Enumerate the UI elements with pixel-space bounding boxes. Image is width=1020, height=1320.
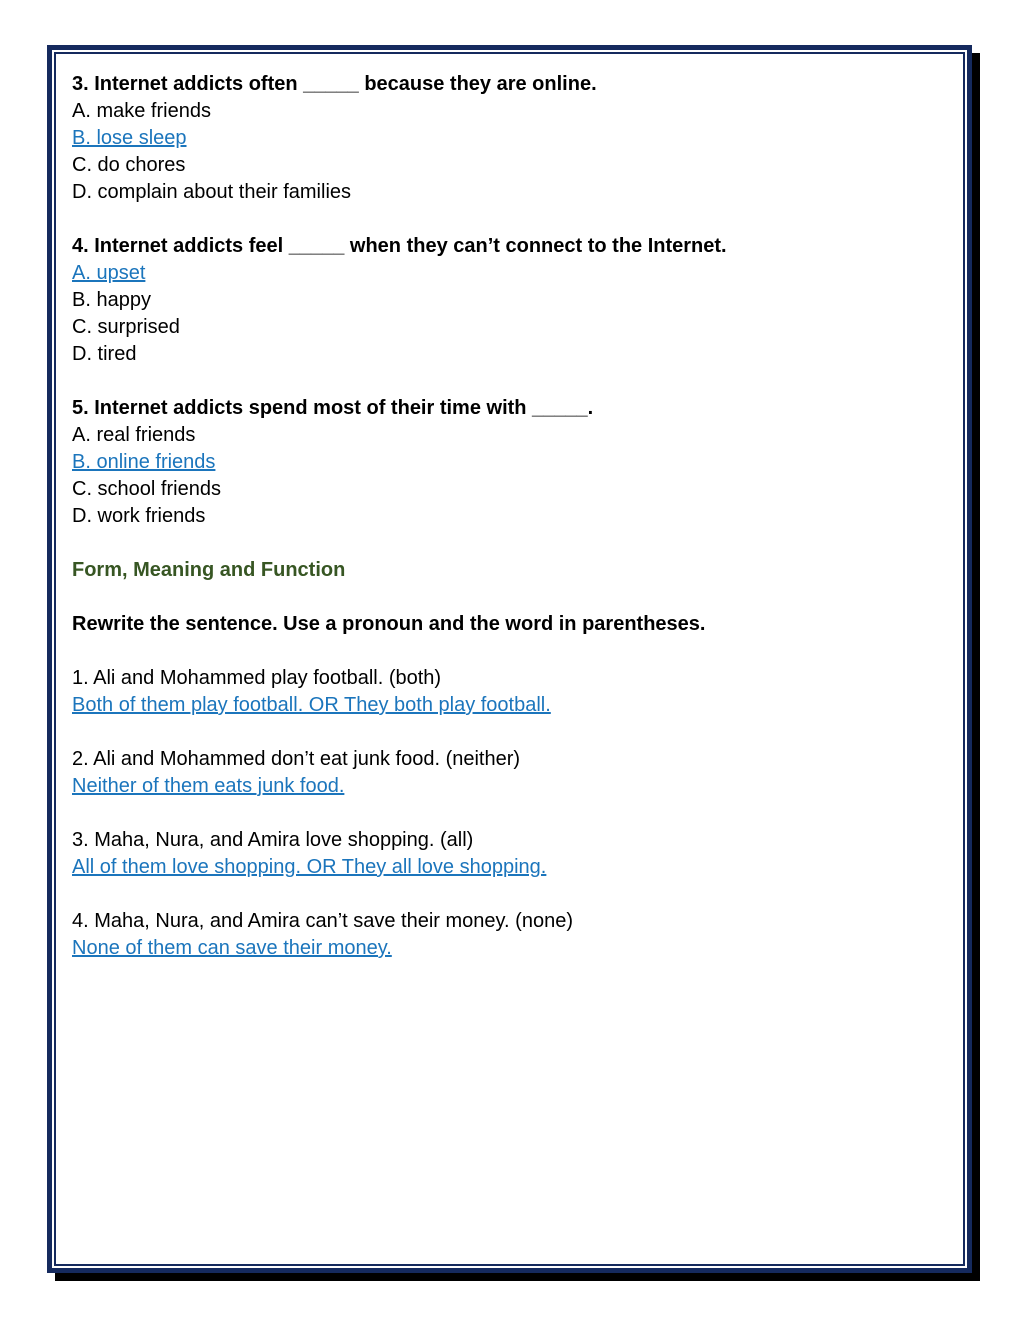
option-answer-link[interactable]: B. lose sleep [72,127,187,149]
rewrite-item-3 [72,827,939,881]
rewrite-prompt: 3. Maha, Nura, and Amira love shopping. (all) [72,829,474,851]
rewrite-answer-link[interactable]: None of them can save their money. [72,937,392,959]
instruction-block [72,611,939,638]
rewrite-item-1 [72,665,939,719]
page-border-frame [47,45,972,1273]
option-answer-link[interactable]: B. online friends [72,451,216,473]
section-heading-block [72,557,939,584]
option: C. surprised [72,316,180,338]
section-heading: Form, Meaning and Function [72,559,346,581]
page-border-inner-line [54,52,965,1266]
rewrite-prompt: 4. Maha, Nura, and Amira can’t save their money. (none) [72,910,573,932]
option: C. school friends [72,478,221,500]
option: D. complain about their families [72,181,352,203]
question-stem: 4. Internet addicts feel _____ when they can’t connect to the Internet. [72,235,727,257]
rewrite-answer-link[interactable]: Both of them play football. OR They both play football. [72,694,551,716]
question-block-5 [72,395,939,530]
rewrite-answer-link[interactable]: All of them love shopping. OR They all love shopping. [72,856,547,878]
rewrite-instruction: Rewrite the sentence. Use a pronoun and the word in parentheses. [72,613,706,635]
option: A. real friends [72,424,196,446]
question-block-3 [72,71,939,206]
question-stem: 5. Internet addicts spend most of their time with _____. [72,397,594,419]
option: B. happy [72,289,151,311]
question-stem: 3. Internet addicts often _____ because they are online. [72,73,597,95]
worksheet-content [56,54,963,1264]
question-block-4 [72,233,939,368]
option: A. make friends [72,100,211,122]
option: D. tired [72,343,137,365]
option-answer-link[interactable]: A. upset [72,262,146,284]
rewrite-answer-link[interactable]: Neither of them eats junk food. [72,775,345,797]
rewrite-item-4 [72,908,939,962]
rewrite-prompt: 1. Ali and Mohammed play football. (both) [72,667,442,689]
option: C. do chores [72,154,186,176]
option: D. work friends [72,505,206,527]
rewrite-item-2 [72,746,939,800]
rewrite-prompt: 2. Ali and Mohammed don’t eat junk food. (neither) [72,748,521,770]
